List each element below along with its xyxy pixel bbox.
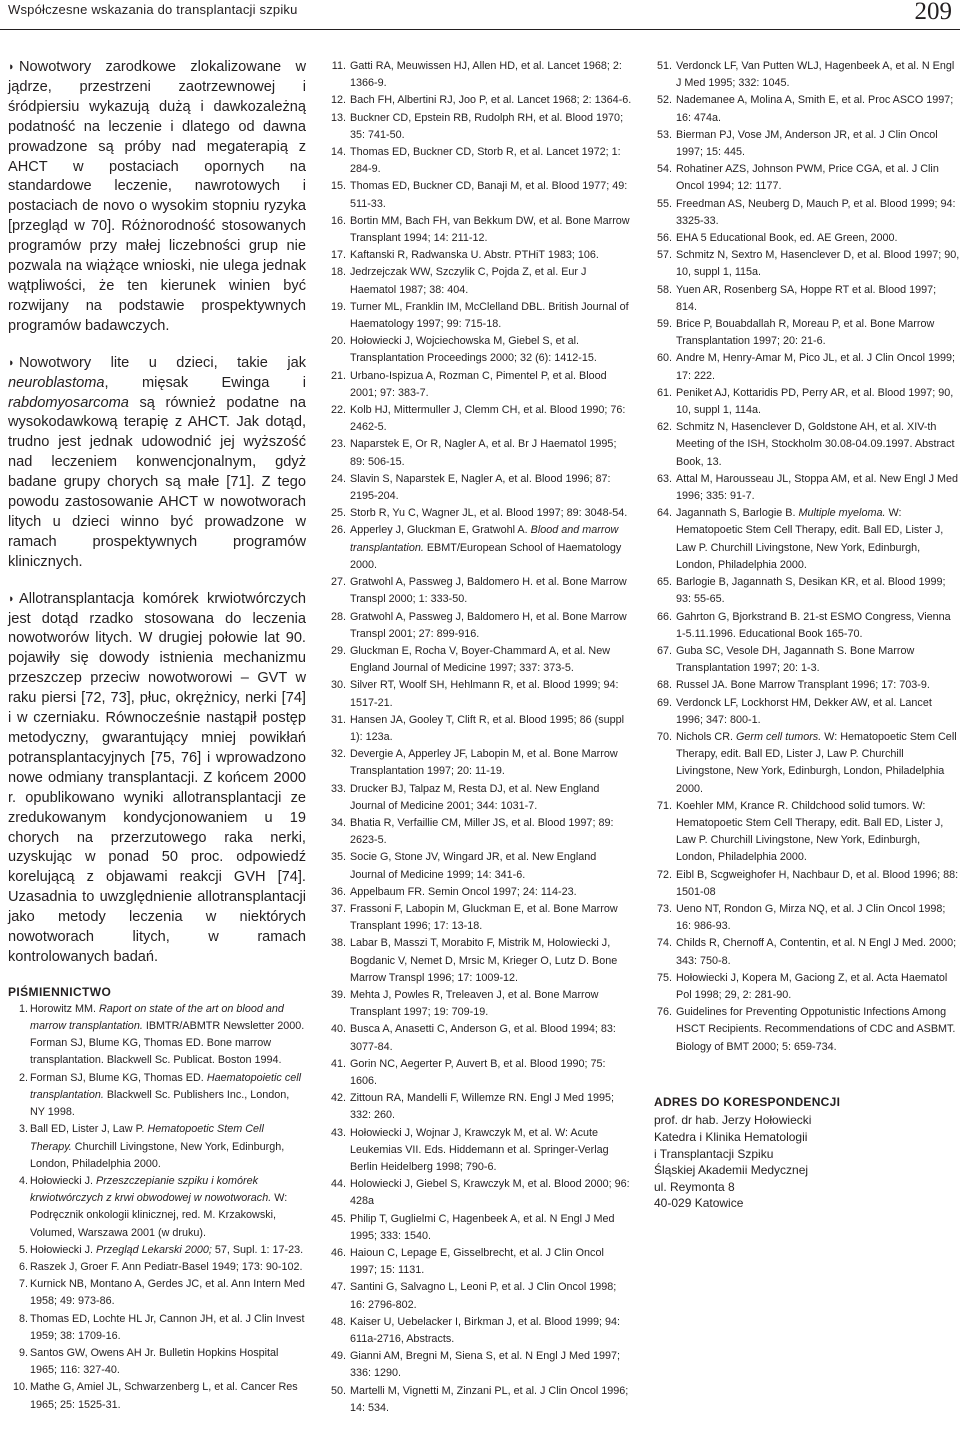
running-title: Współczesne wskazania do transplantacji szpiku bbox=[8, 2, 298, 17]
reference-number: 10. bbox=[12, 1381, 28, 1394]
reference-number: 2. bbox=[18, 1071, 28, 1084]
reference-item: 53. Bierman PJ, Vose JM, Anderson JR, et al. J Clin Oncol 1997; 15: 445. bbox=[654, 127, 960, 161]
reference-number: 19. bbox=[330, 300, 346, 313]
reference-number: 65. bbox=[656, 576, 672, 589]
reference-number: 28. bbox=[330, 610, 346, 623]
reference-item: 21. Urbano-Ispizua A, Rozman C, Pimentel P, et al. Blood 2001; 97: 383-7. bbox=[328, 368, 632, 402]
reference-number: 64. bbox=[656, 507, 672, 520]
reference-number: 34. bbox=[330, 816, 346, 829]
reference-item: 39. Mehta J, Powles R, Treleaven J, et al. Bone Marrow Transplant 1997; 19: 709-19. bbox=[328, 987, 632, 1021]
reference-item: 18. Jedrzejczak WW, Szczylik C, Pojda Z, et al. Eur J Haematol 1987; 38: 404. bbox=[328, 264, 632, 298]
reference-number: 17. bbox=[330, 249, 346, 262]
middle-column bbox=[328, 58, 632, 1417]
reference-number: 47. bbox=[330, 1281, 346, 1294]
correspondence-name: Jerzy Hołowiecki bbox=[722, 1113, 812, 1128]
reference-item: 25. Storb R, Yu C, Wagner JL, et al. Blood 1997; 89: 3048-54. bbox=[328, 505, 632, 522]
reference-number: 16. bbox=[330, 214, 346, 227]
reference-item: 28. Gratwohl A, Passweg J, Baldomero H, et al. Bone Marrow Transpl 2001; 27: 899-916. bbox=[328, 609, 632, 643]
reference-item: 7. Kurnick NB, Montano A, Gerdes JC, et al. Ann Intern Med 1958; 49: 973-86. bbox=[8, 1276, 306, 1310]
reference-number: 27. bbox=[330, 576, 346, 589]
correspondence-address-line: Katedra i Klinika Hematologii bbox=[654, 1129, 808, 1144]
reference-item: 30. Silver RT, Woolf SH, Hehlmann R, et al. Blood 1999; 94: 1517-21. bbox=[328, 677, 632, 711]
reference-item: 35. Socie G, Stone JV, Wingard JR, et al. New England Journal of Medicine 1999; 14: 341-6. bbox=[328, 849, 632, 883]
correspondence-heading: ADRES DO KORESPONDENCJI bbox=[654, 1094, 841, 1109]
reference-item: 27. Gratwohl A, Passweg J, Baldomero H. et al. Bone Marrow Transpl 2000; 1: 333-50. bbox=[328, 574, 632, 608]
reference-number: 21. bbox=[330, 369, 346, 382]
reference-item: 57. Schmitz N, Sextro M, Hasenclever D, et al. Blood 1997; 90, 10, suppl 1, 115a. bbox=[654, 247, 960, 281]
reference-item: 42. Zittoun RA, Mandelli F, Willemze RN. Engl J Med 1995; 332: 260. bbox=[328, 1090, 632, 1124]
reference-number: 6. bbox=[18, 1260, 28, 1273]
reference-item: 1. Horowitz MM. Raport on state of the art on blood and marrow transplantation. IBMTR/ABMTR Newsletter 2000. Forman SJ, Blume KG, Thomas ED. Bone marrow transplantation. Blackwell Sc. Publicat. Boston 1994. bbox=[8, 1001, 306, 1070]
correspondence-address-line: ul. Reymonta 8 bbox=[654, 1179, 735, 1194]
reference-number: 12. bbox=[330, 94, 346, 107]
reference-item: 8. Thomas ED, Lochte HL Jr, Cannon JH, et al. J Clin Invest 1959; 38: 1709-16. bbox=[8, 1311, 306, 1345]
reference-number: 15. bbox=[330, 180, 346, 193]
reference-number: 74. bbox=[656, 937, 672, 950]
reference-number: 56. bbox=[656, 232, 672, 245]
reference-number: 75. bbox=[656, 971, 672, 984]
reference-item: 56. EHA 5 Educational Book, ed. AE Green, 2000. bbox=[654, 230, 960, 247]
reference-item: 40. Busca A, Anasetti C, Anderson G, et al. Blood 1994; 83: 3077-84. bbox=[328, 1021, 632, 1055]
reference-item: 66. Gahrton G, Bjorkstrand B. 21-st ESMO Congress, Vienna 1-5.11.1996. Educational Book 165-70. bbox=[654, 609, 960, 643]
reference-item: 49. Gianni AM, Bregni M, Siena S, et al. N Engl J Med 1997; 336: 1290. bbox=[328, 1348, 632, 1382]
reference-number: 36. bbox=[330, 885, 346, 898]
reference-item: 13. Buckner CD, Epstein RB, Rudolph RH, et al. Blood 1970; 35: 741-50. bbox=[328, 110, 632, 144]
reference-number: 57. bbox=[656, 249, 672, 262]
correspondence-block bbox=[654, 1094, 960, 1212]
reference-number: 54. bbox=[656, 163, 672, 176]
reference-item: 48. Kaiser U, Uebelacker I, Birkman J, et al. Blood 1999; 94: 611a-2716, Abstracts. bbox=[328, 1314, 632, 1348]
correspondence-address-line: Śląskiej Akademii Medycznej bbox=[654, 1163, 809, 1178]
reference-item: 20. Hołowiecki J, Wojciechowska M, Giebel S, et al. Transplantation Proceedings 2000; 32 (6): 1412-15. bbox=[328, 333, 632, 367]
reference-list-middle bbox=[328, 58, 632, 1417]
reference-item: 63. Attal M, Harousseau JL, Stoppa AM, et al. New Engl J Med 1996; 335: 91-7. bbox=[654, 471, 960, 505]
reference-item: 19. Turner ML, Franklin IM, McClelland DBL. British Journal of Haematology 1997; 99: 715-18. bbox=[328, 299, 632, 333]
paragraph-germ-cell bbox=[8, 58, 306, 337]
paragraph-text: Allotransplantacja komórek krwiotwórczych jest dotąd rzadko stosowana do leczenia nowotworów litych. W drugiej połowie lat 90. pojawiły się dowody istnienia mechanizmu przeszczep przeciw nowotworowi – GVT w raku piersi [72, 73], płuc, okrężnicy, nerki [74] i w czerniaku. Równocześnie nastąpił postęp metodyczny, gwarantujący mniej powikłań potransplantacyjnych [75, 76] i wprowadzono nowe odmiany transplantacji. Z końcem 2000 r. opublikowano wyniki allotransplantacji ze zredukowanym kondycjonowaniem u 19 chorych na przerzutowego raka nerki, uzyskując w ponad 50 proc. odpowiedź korelującą z objawami reakcji GVH [74]. Uzasadnia to uwzględnienie allotransplantacji jako metody leczenia w niektórych nowotworach litych, w ramach kontrolowanych badań. bbox=[8, 590, 306, 965]
reference-item: 43. Hołowiecki J, Wojnar J, Krawczyk M, et al. W: Acute Leukemias VII. Eds. Hiddemann et al. Springer-Verlag Berlin Heidelberg 1998; 790-6. bbox=[328, 1125, 632, 1177]
reference-number: 68. bbox=[656, 679, 672, 692]
correspondence-address-line: 40-029 Katowice bbox=[654, 1196, 744, 1211]
reference-item: 70. Nichols CR. Germ cell tumors. W: Hematopoetic Stem Cell Therapy, edit. Ball ED, Lister J, Law P. Churchill Livingstone, New York, Edinburgh, London, Philadelphia 2000. bbox=[654, 729, 960, 798]
reference-item: 71. Koehler MM, Krance R. Childchood solid tumors. W: Hematopoetic Stem Cell Therapy, edit. Ball ED, Lister J, Law P. Churchill Livingstone, New York, Edinburgh, London, Philadelphia 2000. bbox=[654, 798, 960, 867]
reference-item: 59. Brice P, Bouabdallah R, Moreau P, et al. Bone Marrow Transplantation 1997; 20: 21-6. bbox=[654, 316, 960, 350]
correspondence-address-line: i Transplantacji Szpiku bbox=[654, 1146, 774, 1161]
reference-number: 9. bbox=[18, 1346, 28, 1359]
reference-number: 14. bbox=[330, 146, 346, 159]
reference-item: 3. Ball ED, Lister J, Law P. Hematopoetic Stem Cell Therapy. Churchill Livingstone, New York, Edinburgh, London, Philadelphia 2000. bbox=[8, 1121, 306, 1173]
reference-number: 7. bbox=[18, 1278, 28, 1291]
reference-item: 55. Freedman AS, Neuberg D, Mauch P, et al. Blood 1999; 94: 3325-33. bbox=[654, 196, 960, 230]
reference-item: 73. Ueno NT, Rondon G, Mirza NQ, et al. J Clin Oncol 1998; 16: 986-93. bbox=[654, 901, 960, 935]
reference-item: 61. Peniket AJ, Kottaridis PD, Perry AR, et al. Blood 1997; 90, 10, suppl 1, 114a. bbox=[654, 385, 960, 419]
reference-item: 74. Childs R, Chernoff A, Contentin, et al. N Engl J Med. 2000; 343: 750-8. bbox=[654, 935, 960, 969]
reference-number: 51. bbox=[656, 60, 672, 72]
reference-number: 49. bbox=[330, 1350, 346, 1363]
reference-item: 41. Gorin NC, Aegerter P, Auvert B, et al. Blood 1990; 75: 1606. bbox=[328, 1056, 632, 1090]
reference-number: 66. bbox=[656, 610, 672, 623]
page-number: 209 bbox=[914, 0, 952, 25]
reference-item: 76. Guidelines for Preventing Oppotunistic Infections Among HSCT Recipients. Recommendations of CDC and ASBMT. Biology of BMT 2000; 5: 659-734. bbox=[654, 1004, 960, 1056]
reference-number: 13. bbox=[330, 111, 346, 124]
reference-item: 64. Jagannath S, Barlogie B. Multiple myeloma. W: Hematopoetic Stem Cell Therapy, edit. Ball ED, Lister J, Law P. Churchill Livingstone, New York, Edinburgh, London, Philadelphia 2000. bbox=[654, 505, 960, 574]
reference-number: 32. bbox=[330, 748, 346, 761]
reference-number: 23. bbox=[330, 438, 346, 451]
reference-number: 43. bbox=[330, 1126, 346, 1139]
reference-item: 68. Russel JA. Bone Marrow Transplant 1996; 17: 703-9. bbox=[654, 677, 960, 694]
reference-item: 75. Hołowiecki J, Kopera M, Gaciong Z, et al. Acta Haematol Pol 1998; 29, 2: 281-90. bbox=[654, 970, 960, 1004]
reference-number: 69. bbox=[656, 696, 672, 709]
reference-item: 9. Santos GW, Owens AH Jr. Bulletin Hopkins Hospital 1965; 116: 327-40. bbox=[8, 1345, 306, 1379]
reference-number: 42. bbox=[330, 1092, 346, 1105]
reference-number: 33. bbox=[330, 782, 346, 795]
reference-number: 73. bbox=[656, 902, 672, 915]
reference-number: 67. bbox=[656, 644, 672, 657]
reference-item: 29. Gluckman E, Rocha V, Boyer-Chammard A, et al. New England Journal of Medicine 1997; 337: 373-5. bbox=[328, 643, 632, 677]
reference-number: 72. bbox=[656, 868, 672, 881]
reference-number: 3. bbox=[18, 1123, 28, 1136]
correspondence-title: prof. dr hab. bbox=[654, 1113, 723, 1128]
reference-number: 46. bbox=[330, 1247, 346, 1260]
reference-number: 71. bbox=[656, 799, 672, 812]
reference-number: 53. bbox=[656, 128, 672, 141]
reference-number: 11. bbox=[331, 60, 346, 72]
reference-number: 44. bbox=[330, 1178, 346, 1191]
reference-item: 5. Hołowiecki J. Przegląd Lekarski 2000; 57, Supl. 1: 17-23. bbox=[8, 1242, 306, 1259]
reference-item: 36. Appelbaum FR. Semin Oncol 1997; 24: 114-23. bbox=[328, 884, 632, 901]
reference-item: 22. Kolb HJ, Mittermuller J, Clemm CH, et al. Blood 1990; 76: 2462-5. bbox=[328, 402, 632, 436]
reference-number: 22. bbox=[330, 404, 346, 417]
reference-number: 62. bbox=[656, 421, 672, 434]
reference-item: 34. Bhatia R, Verfaillie CM, Miller JS, et al. Blood 1997; 89: 2623-5. bbox=[328, 815, 632, 849]
reference-item: 51. Verdonck LF, Van Putten WLJ, Hagenbeek A, et al. N Engl J Med 1995; 332: 1045. bbox=[654, 58, 960, 92]
reference-number: 76. bbox=[656, 1006, 672, 1019]
reference-number: 39. bbox=[330, 988, 346, 1001]
reference-item: 47. Santini G, Salvagno L, Leoni P, et al. J Clin Oncol 1998; 16: 2796-802. bbox=[328, 1279, 632, 1313]
paragraph-pediatric bbox=[8, 354, 306, 573]
reference-item: 16. Bortin MM, Bach FH, van Bekkum DW, et al. Bone Marrow Transplant 1994; 14: 211-12. bbox=[328, 213, 632, 247]
reference-item: 46. Haioun C, Lepage E, Gisselbrecht, et al. J Clin Oncol 1997; 15: 1131. bbox=[328, 1245, 632, 1279]
reference-item: 54. Rohatiner AZS, Johnson PWM, Price CGA, et al. J Clin Oncol 1994; 12: 1177. bbox=[654, 161, 960, 195]
reference-number: 20. bbox=[330, 335, 346, 348]
reference-number: 70. bbox=[656, 730, 672, 743]
half-circle-bullet-icon: ◗ bbox=[8, 592, 15, 605]
reference-number: 26. bbox=[330, 524, 346, 537]
reference-item: 14. Thomas ED, Buckner CD, Storb R, et al. Lancet 1972; 1: 284-9. bbox=[328, 144, 632, 178]
reference-item: 23. Naparstek E, Or R, Nagler A, et al. Br J Haematol 1995; 89: 506-15. bbox=[328, 436, 632, 470]
reference-item: 62. Schmitz N, Hasenclever D, Goldstone AH, et al. XIV-th Meeting of the ISH, Stockholm 30.08-04.09.1997. Abstract Book, 13. bbox=[654, 419, 960, 471]
reference-item: 69. Verdonck LF, Lockhorst HM, Dekker AW, et al. Lancet 1996; 347: 800-1. bbox=[654, 695, 960, 729]
reference-number: 55. bbox=[656, 197, 672, 210]
correspondence-name-line bbox=[654, 1112, 960, 1129]
reference-list-right bbox=[654, 58, 960, 1056]
reference-item: 11. Gatti RA, Meuwissen HJ, Allen HD, et al. Lancet 1968; 2: 1366-9. bbox=[328, 58, 632, 92]
reference-number: 24. bbox=[330, 472, 346, 485]
reference-number: 18. bbox=[330, 266, 346, 279]
header-rule bbox=[0, 29, 960, 30]
reference-number: 1. bbox=[18, 1002, 28, 1015]
references-heading: PIŚMIENNICTWO bbox=[8, 984, 112, 999]
reference-number: 50. bbox=[330, 1384, 346, 1397]
reference-number: 29. bbox=[330, 644, 346, 657]
reference-number: 37. bbox=[330, 902, 346, 915]
reference-number: 58. bbox=[656, 283, 672, 296]
reference-item: 67. Guba SC, Vesole DH, Jagannath S. Bone Marrow Transplantation 1997; 20: 1-3. bbox=[654, 643, 960, 677]
reference-item: 72. Eibl B, Scgweighofer H, Nachbaur D, et al. Blood 1996; 88: 1501-08 bbox=[654, 867, 960, 901]
reference-number: 45. bbox=[330, 1212, 346, 1225]
reference-item: 60. Andre M, Henry-Amar M, Pico JL, et al. J Clin Oncol 1999; 17: 222. bbox=[654, 350, 960, 384]
reference-number: 31. bbox=[330, 713, 346, 726]
right-column bbox=[654, 58, 960, 1212]
page-header bbox=[0, 0, 960, 38]
reference-item: 10. Mathe G, Amiel JL, Schwarzenberg L, et al. Cancer Res 1965; 25: 1525-31. bbox=[8, 1379, 306, 1413]
reference-number: 35. bbox=[330, 851, 346, 864]
reference-item: 45. Philip T, Guglielmi C, Hagenbeek A, et al. N Engl J Med 1995; 333: 1540. bbox=[328, 1211, 632, 1245]
reference-item: 6. Raszek J, Groer F. Ann Pediatr-Basel 1949; 173: 90-102. bbox=[8, 1259, 306, 1276]
half-circle-bullet-icon: ◗ bbox=[8, 356, 15, 369]
reference-item: 31. Hansen JA, Gooley T, Clift R, et al. Blood 1995; 86 (suppl 1): 123a. bbox=[328, 712, 632, 746]
reference-number: 61. bbox=[656, 386, 672, 399]
reference-item: 33. Drucker BJ, Talpaz M, Resta DJ, et al. New England Journal of Medicine 2001; 344: 1031-7. bbox=[328, 781, 632, 815]
reference-item: 2. Forman SJ, Blume KG, Thomas ED. Haematopoietic cell transplantation. Blackwell Sc. Publishers Inc., London, NY 1998. bbox=[8, 1070, 306, 1122]
reference-list-left bbox=[8, 1001, 306, 1414]
reference-number: 52. bbox=[656, 94, 672, 107]
reference-item: 44. Holowiecki J, Giebel S, Krawczyk M, et al. Blood 2000; 96: 428a bbox=[328, 1176, 632, 1210]
reference-item: 24. Slavin S, Naparstek E, Nagler A, et al. Blood 1996; 87: 2195-204. bbox=[328, 471, 632, 505]
reference-item: 17. Kaftanski R, Radwanska U. Abstr. PTHiT 1983; 106. bbox=[328, 247, 632, 264]
reference-item: 65. Barlogie B, Jagannath S, Desikan KR, et al. Blood 1999; 93: 55-65. bbox=[654, 574, 960, 608]
paragraph-text: Nowotwory lite u dzieci, takie jak neuroblastoma, mięsak Ewinga i rabdomyosarcoma są również podatne na wysokodawkową terapię z AHCT. Jak dotąd, trudno jest jednak udowodnić jej wyższość nad leczeniem konwencjonalnym, gdyż badane grupy chorych są małe [71]. Z tego powodu zastosowanie AHCT w nowotworach litych u dzieci winno być prowadzone w ramach prospektywnych programów klinicznych. bbox=[8, 354, 306, 570]
reference-item: 32. Devergie A, Apperley JF, Labopin M, et al. Bone Marrow Transplantation 1997; 20: 11-19. bbox=[328, 746, 632, 780]
reference-item: 15. Thomas ED, Buckner CD, Banaji M, et al. Blood 1977; 49: 511-33. bbox=[328, 178, 632, 212]
reference-number: 63. bbox=[656, 472, 672, 485]
paragraph-text: Nowotwory zarodkowe zlokalizowane w jądrze, przestrzeni zaotrzewnowej i śródpiersiu wykazują dużą i dawkozależną podatność na leczenie i dlatego od dawna prowadzone są próby nad megaterapią z AHCT w postaciach opornych na standardowe leczenie, nawrotowych i postaciach de novo o wysokim stopniu ryzyka [przegląd w 70]. Różnorodność stosowanych programów przy małej liczebności grup nie pozwala na wiążące wnioski, nie ulega jednak wątpliwości, że ten kierunek winien być rozwijany na podstawie prospektywnych programów badawczych. bbox=[8, 59, 306, 334]
reference-number: 5. bbox=[18, 1243, 28, 1256]
reference-number: 48. bbox=[330, 1315, 346, 1328]
reference-item: 4. Hołowiecki J. Przeszczepianie szpiku i komórek krwiotwórczych z krwi obwodowej w nowotworach. W: Podręcznik onkologii klinicznej, red. M. Krzakowski, Volumed, Warszawa 2001 (w druku). bbox=[8, 1173, 306, 1242]
reference-item: 26. Apperley J, Gluckman E, Gratwohl A. Blood and marrow transplantation. EBMT/European School of Haematology 2000. bbox=[328, 522, 632, 574]
reference-number: 60. bbox=[656, 352, 672, 365]
reference-number: 8. bbox=[18, 1312, 28, 1325]
reference-number: 38. bbox=[330, 937, 346, 950]
reference-item: 58. Yuen AR, Rosenberg SA, Hoppe RT et al. Blood 1997; 814. bbox=[654, 282, 960, 316]
reference-number: 25. bbox=[330, 507, 346, 520]
reference-item: 38. Labar B, Masszi T, Morabito F, Mistrik M, Holowiecki J, Bogdanic V, Nemet D, Mrsic M, Krieger O, Lutz D. Bone Marrow Transpl 1996; 17: 1009-12. bbox=[328, 935, 632, 987]
reference-item: 52. Nademanee A, Molina A, Smith E, et al. Proc ASCO 1997; 16: 474a. bbox=[654, 92, 960, 126]
reference-item: 50. Martelli M, Vignetti M, Zinzani PL, et al. J Clin Oncol 1996; 14: 534. bbox=[328, 1383, 632, 1417]
left-column bbox=[8, 58, 306, 1414]
reference-item: 37. Frassoni F, Labopin M, Gluckman E, et al. Bone Marrow Transplant 1996; 17: 13-18. bbox=[328, 901, 632, 935]
reference-number: 40. bbox=[330, 1023, 346, 1036]
reference-number: 41. bbox=[330, 1057, 346, 1070]
reference-item: 12. Bach FH, Albertini RJ, Joo P, et al. Lancet 1968; 2: 1364-6. bbox=[328, 92, 632, 109]
paragraph-allotransplantation bbox=[8, 590, 306, 968]
half-circle-bullet-icon: ◗ bbox=[8, 61, 15, 73]
reference-number: 30. bbox=[330, 679, 346, 692]
reference-number: 59. bbox=[656, 318, 672, 331]
reference-number: 4. bbox=[18, 1174, 28, 1187]
